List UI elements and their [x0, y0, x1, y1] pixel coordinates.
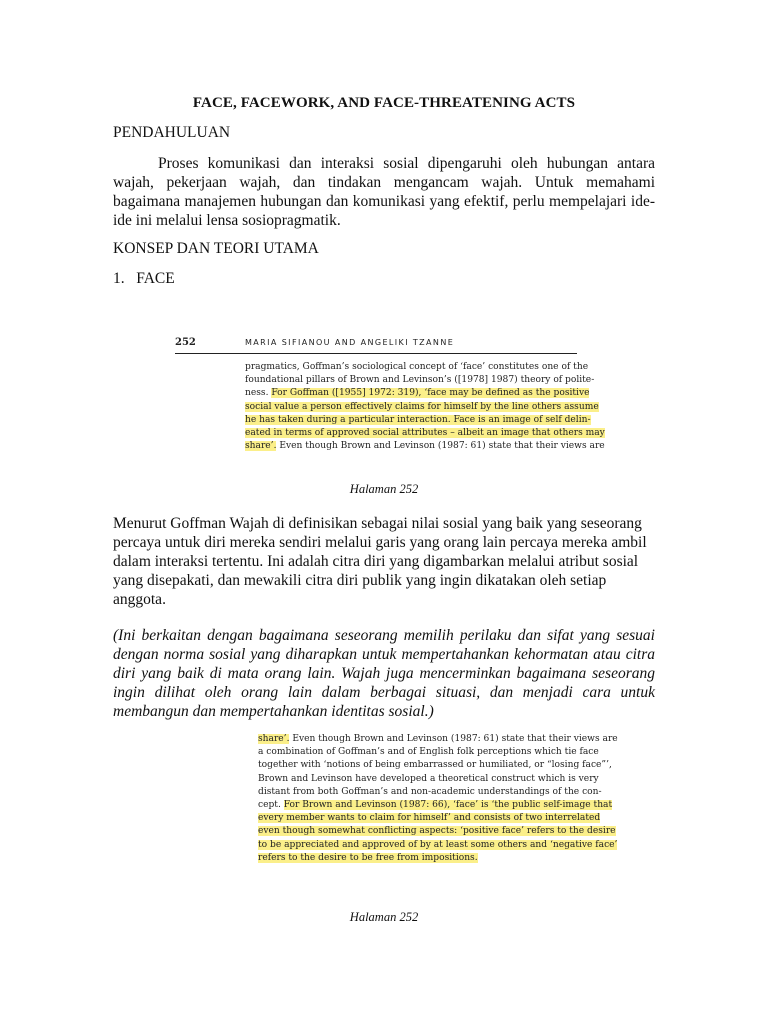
excerpt-line [258, 773, 618, 786]
excerpt-text-segment: cept. [258, 800, 284, 811]
excerpt-line [245, 414, 605, 427]
excerpt-line [258, 812, 618, 825]
highlighted-text: to be appreciated and approved of by at least some others and ‘negative face’ [258, 839, 618, 850]
book-excerpt-image-2 [245, 734, 618, 893]
excerpt-line [245, 427, 605, 440]
excerpt-caption-1: Halaman 252 [349, 482, 419, 496]
section-heading-intro: PENDAHULUAN [113, 124, 231, 141]
italic-note-paragraph: (Ini berkaitan dengan bagaimana seseorang memilih perilaku dan sifat yang sesuai dengan norma sosial yang diharapkan untuk mempertahankan kehormatan atau citra diri yang baik di mata orang lain. Wajah juga mencerminkan bagaimana seseorang ingin dilihat oleh orang lain dalam berbagai situasi, dan menjadi cara untuk membangun dan mempertahankan identitas sosial.) [113, 627, 655, 720]
excerpt-line [245, 401, 605, 414]
explanation-paragraph [113, 514, 655, 609]
excerpt-line [258, 799, 618, 812]
excerpt-line [258, 852, 618, 865]
highlighted-text: refers to the desire to be free from impositions. [258, 852, 478, 863]
explanation-line: Menurut Goffman Wajah di definisikan sebagai nilai sosial yang baik yang seseorang [113, 515, 642, 532]
excerpt-text-segment: foundational pillars of Brown and Levinson’s ([1978] 1987) theory of polite- [245, 375, 595, 386]
excerpt-line [258, 786, 618, 799]
document-title: FACE, FACEWORK, AND FACE-THREATENING ACTS [192, 95, 576, 111]
highlighted-text: even though somewhat conflicting aspects: ‘positive face’ refers to the desire [258, 826, 616, 837]
subsection-heading-face: 1. FACE [113, 270, 175, 287]
highlighted-text: For Goffman ([1955] 1972: 319), ‘face may be defined as the positive [271, 388, 590, 399]
excerpt-line [258, 746, 618, 759]
highlighted-text: every member wants to claim for himself’ and consists of two interrelated [258, 813, 601, 824]
excerpt-text [245, 361, 605, 453]
excerpt-text [258, 733, 618, 865]
excerpt-line [258, 759, 618, 772]
excerpt-text-segment: pragmatics, Goffman’s sociological concept of ‘face’ constitutes one of the [245, 362, 589, 372]
book-excerpt-image-1 [165, 313, 603, 463]
highlighted-text: share’. [245, 441, 277, 452]
excerpt-caption-2: Halaman 252 [349, 910, 419, 924]
excerpt-text-segment: Even though Brown and Levinson (1987: 61) state that their views are [289, 734, 618, 744]
excerpt-line [258, 733, 618, 746]
excerpt-line [258, 825, 618, 838]
excerpt-line [245, 361, 605, 374]
highlighted-text: For Brown and Levinson (1987: 66), ‘face’ is ‘the public self-image that [283, 800, 613, 811]
excerpt-header [175, 337, 577, 354]
excerpt-text-segment: Brown and Levinson have developed a theoretical construct which is very [258, 773, 599, 784]
highlighted-text: eated in terms of approved social attributes – albeit an image that others may [245, 428, 605, 439]
highlighted-text: he has taken during a particular interaction. Face is an image of self delin- [245, 414, 591, 425]
highlighted-text: share’. [258, 734, 290, 744]
explanation-line: yang disepakati, dan mewakili citra diri publik yang ingin dikatakan oleh setiap anggota. [113, 572, 607, 608]
section-heading-concepts: KONSEP DAN TEORI UTAMA [113, 240, 319, 257]
highlighted-text: social value a person effectively claims for himself by the line others assume [245, 401, 599, 412]
excerpt-line [258, 839, 618, 852]
explanation-line: dalam interaksi tertentu. Ini adalah citra diri yang digambarkan melalui atribut sosial [113, 553, 639, 570]
excerpt-running-header: MARIA SIFIANOU AND ANGELIKI TZANNE [245, 338, 455, 347]
excerpt-line [245, 440, 605, 453]
excerpt-line [245, 387, 605, 400]
intro-paragraph: Proses komunikasi dan interaksi sosial dipengaruhi oleh hubungan antara wajah, pekerjaan wajah, dan tindakan mengancam wajah. Untuk memahami bagaimana manajemen hubungan dan komunikasi yang efektif, perlu mempelajari ide-ide ini melalui lensa sosiopragmatik. [113, 155, 655, 229]
excerpt-text-segment: a combination of Goffman’s and of English folk perceptions which tie face [258, 747, 599, 758]
explanation-line: percaya untuk diri mereka sendiri melalui garis yang orang lain percaya mereka ambil [113, 534, 647, 551]
excerpt-text-segment: together with ‘notions of being embarrassed or humiliated, or “losing face”’, [258, 760, 612, 771]
excerpt-text-segment: ness. [245, 388, 272, 399]
excerpt-line [245, 374, 605, 387]
excerpt-page-number: 252 [175, 337, 196, 348]
excerpt-text-segment: Even though Brown and Levinson (1987: 61) state that their views are [276, 441, 605, 452]
excerpt-text-segment: distant from both Goffman’s and non-academic understandings of the con- [258, 786, 602, 797]
